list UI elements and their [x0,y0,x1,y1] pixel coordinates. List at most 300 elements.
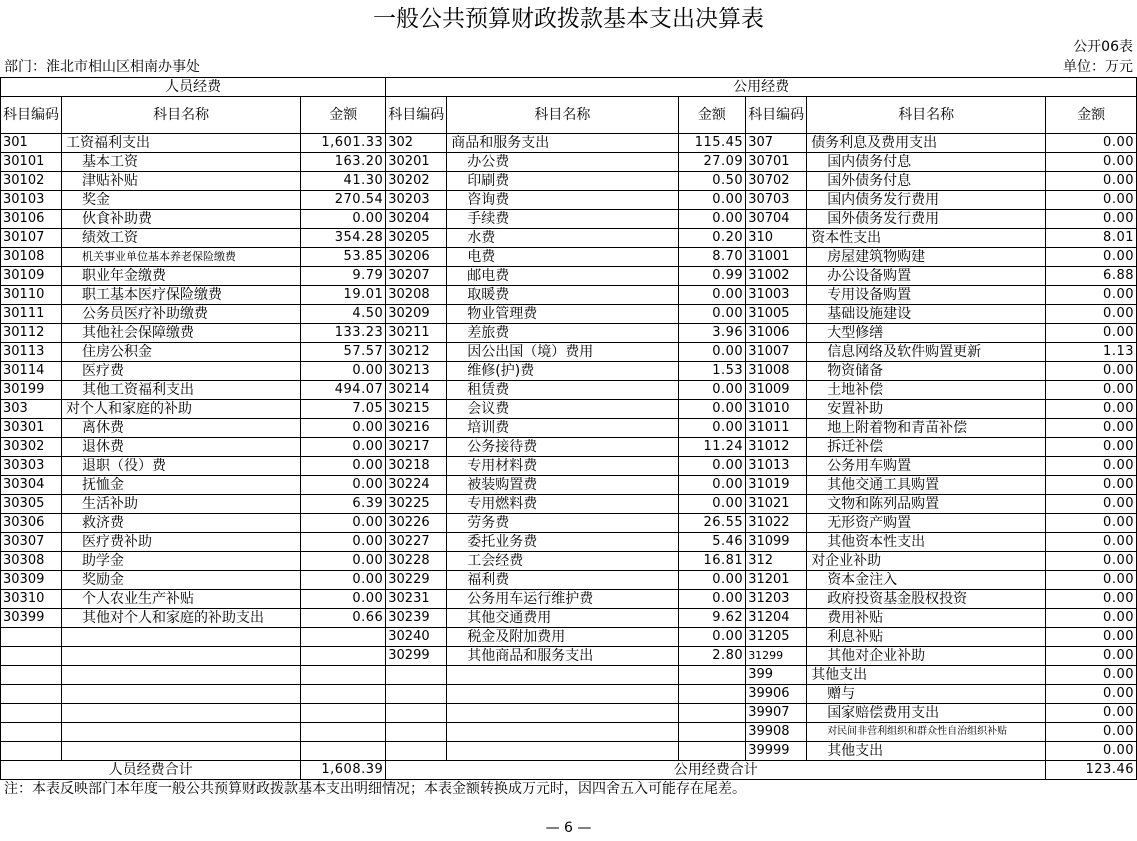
row-amount: 0.00 [1046,571,1137,590]
row-amount: 0.00 [301,571,386,590]
row-code [386,666,447,685]
row-code: 30213 [386,362,447,381]
row-code: 30302 [1,438,62,457]
row-code: 30702 [746,172,807,191]
row-name: 其他对个人和家庭的补助支出 [62,609,301,628]
row-amount: 6.39 [301,495,386,514]
row-code [386,704,447,723]
row-name: 培训费 [447,419,678,438]
row-amount: 0.00 [301,457,386,476]
row-code: 30215 [386,400,447,419]
row-amount: 0.00 [678,495,746,514]
row-code: 30208 [386,286,447,305]
row-code: 30701 [746,153,807,172]
row-code [1,742,62,761]
row-name: 个人农业生产补贴 [62,590,301,609]
col-name-header: 科目名称 [62,97,301,134]
row-amount: 0.00 [1046,248,1137,267]
table-row [1,704,1137,723]
row-name: 维修(护)费 [447,362,678,381]
row-name: 印刷费 [447,172,678,191]
row-amount: 0.00 [1046,305,1137,324]
row-name: 取暖费 [447,286,678,305]
row-name: 专用燃料费 [447,495,678,514]
row-amount: 0.00 [301,210,386,229]
row-amount: 0.00 [1046,400,1137,419]
row-name: 商品和服务支出 [447,134,678,153]
row-amount [301,647,386,666]
row-amount [301,628,386,647]
row-code: 31022 [746,514,807,533]
table-row [1,552,1137,571]
row-name: 其他工资福利支出 [62,381,301,400]
row-name: 伙食补助费 [62,210,301,229]
row-name: 劳务费 [447,514,678,533]
total-public-label: 公用经费合计 [386,761,1046,780]
row-name [62,742,301,761]
row-name: 物业管理费 [447,305,678,324]
row-name: 国外债务发行费用 [807,210,1046,229]
table-row [1,267,1137,286]
row-amount: 0.00 [301,362,386,381]
col-code-header: 科目编码 [1,97,62,134]
row-amount: 0.20 [678,229,746,248]
row-name: 邮电费 [447,267,678,286]
row-name [62,685,301,704]
row-amount: 27.09 [678,153,746,172]
row-code: 30112 [1,324,62,343]
row-amount: 8.70 [678,248,746,267]
group-header-row [1,78,1137,97]
row-code: 31003 [746,286,807,305]
row-code: 301 [1,134,62,153]
row-code: 30304 [1,476,62,495]
row-code: 39999 [746,742,807,761]
row-code: 31005 [746,305,807,324]
row-amount: 0.00 [1046,324,1137,343]
row-amount: 8.01 [1046,229,1137,248]
row-name: 因公出国（境）费用 [447,343,678,362]
row-code: 31010 [746,400,807,419]
row-name: 其他资本性支出 [807,533,1046,552]
row-amount: 0.00 [678,210,746,229]
row-amount: 7.05 [301,400,386,419]
row-name: 公务用车购置 [807,457,1046,476]
row-amount: 0.00 [1046,286,1137,305]
col-amount-header: 金额 [678,97,746,134]
table-row [1,514,1137,533]
row-code: 31002 [746,267,807,286]
row-amount: 0.66 [301,609,386,628]
group-personnel: 人员经费 [1,78,386,97]
total-public-amount: 123.46 [1046,761,1137,780]
row-amount: 0.00 [1046,495,1137,514]
row-code: 30227 [386,533,447,552]
row-name: 公务员医疗补助缴费 [62,305,301,324]
col-code-header: 科目编码 [746,97,807,134]
row-code: 30240 [386,628,447,647]
row-name: 信息网络及软件购置更新 [807,343,1046,362]
row-name: 其他社会保障缴费 [62,324,301,343]
row-name: 办公设备购置 [807,267,1046,286]
row-code: 312 [746,552,807,571]
row-amount: 0.00 [678,628,746,647]
row-code: 31205 [746,628,807,647]
row-name: 债务利息及费用支出 [807,134,1046,153]
row-name: 物资储备 [807,362,1046,381]
row-code [1,704,62,723]
row-amount: 133.23 [301,324,386,343]
row-amount: 0.99 [678,267,746,286]
row-amount [301,742,386,761]
table-row [1,286,1137,305]
row-amount: 0.00 [678,419,746,438]
row-code: 30224 [386,476,447,495]
row-name: 资本金注入 [807,571,1046,590]
row-amount: 0.00 [1046,457,1137,476]
table-row [1,628,1137,647]
row-amount: 0.00 [678,457,746,476]
row-code: 30225 [386,495,447,514]
row-name: 安置补助 [807,400,1046,419]
row-name: 救济费 [62,514,301,533]
row-code: 30209 [386,305,447,324]
row-name: 文物和陈列品购置 [807,495,1046,514]
row-code [1,666,62,685]
row-name: 津贴补贴 [62,172,301,191]
row-amount: 0.00 [1046,647,1137,666]
row-amount: 0.00 [301,552,386,571]
row-name [62,704,301,723]
row-name [62,666,301,685]
row-name: 专用设备购置 [807,286,1046,305]
row-code: 30202 [386,172,447,191]
row-amount [301,723,386,742]
row-amount: 115.45 [678,134,746,153]
row-name: 其他交通工具购置 [807,476,1046,495]
table-row [1,305,1137,324]
row-code: 303 [1,400,62,419]
table-row [1,229,1137,248]
department-label: 部门：淮北市相山区相南办事处 [4,59,200,75]
row-code: 30703 [746,191,807,210]
row-name: 国家赔偿费用支出 [807,704,1046,723]
row-code: 31019 [746,476,807,495]
row-name: 奖金 [62,191,301,210]
row-amount: 0.00 [678,343,746,362]
row-code: 31012 [746,438,807,457]
row-code: 30214 [386,381,447,400]
row-name: 抚恤金 [62,476,301,495]
row-name: 其他支出 [807,742,1046,761]
row-code: 30226 [386,514,447,533]
table-row [1,438,1137,457]
row-name: 土地补偿 [807,381,1046,400]
row-code [386,742,447,761]
row-amount: 53.85 [301,248,386,267]
row-amount: 1.53 [678,362,746,381]
row-code: 30111 [1,305,62,324]
col-amount-header: 金额 [301,97,386,134]
row-amount: 4.50 [301,305,386,324]
row-code [1,647,62,666]
row-amount: 0.00 [1046,438,1137,457]
row-code: 30231 [386,590,447,609]
row-amount [678,742,746,761]
row-amount: 3.96 [678,324,746,343]
row-code: 307 [746,134,807,153]
row-name: 福利费 [447,571,678,590]
row-amount: 0.00 [1046,723,1137,742]
row-name [447,723,678,742]
row-name: 委托业务费 [447,533,678,552]
row-code: 30301 [1,419,62,438]
row-amount: 0.00 [678,286,746,305]
row-code: 30212 [386,343,447,362]
row-name: 绩效工资 [62,229,301,248]
row-name: 租赁费 [447,381,678,400]
row-amount: 0.00 [1046,590,1137,609]
row-amount [678,723,746,742]
row-name: 咨询费 [447,191,678,210]
row-name: 其他交通费用 [447,609,678,628]
row-code: 31021 [746,495,807,514]
row-amount: 0.00 [1046,552,1137,571]
row-amount: 19.01 [301,286,386,305]
row-name: 电费 [447,248,678,267]
row-name: 工会经费 [447,552,678,571]
row-code: 30199 [1,381,62,400]
row-amount: 0.00 [301,476,386,495]
row-amount: 0.00 [1046,704,1137,723]
row-name: 医疗费补助 [62,533,301,552]
row-code: 30218 [386,457,447,476]
row-amount: 9.62 [678,609,746,628]
row-amount [301,666,386,685]
row-code: 30107 [1,229,62,248]
row-code: 31299 [746,647,807,666]
table-row [1,609,1137,628]
row-code: 39906 [746,685,807,704]
row-name: 退休费 [62,438,301,457]
row-amount: 11.24 [678,438,746,457]
table-row [1,571,1137,590]
table-row [1,210,1137,229]
row-name [447,666,678,685]
total-personnel-label: 人员经费合计 [1,761,301,780]
row-code: 399 [746,666,807,685]
row-amount: 0.00 [301,514,386,533]
table-row [1,381,1137,400]
row-code: 30308 [1,552,62,571]
row-code: 30305 [1,495,62,514]
row-amount: 0.00 [678,191,746,210]
column-header-row [1,97,1137,134]
row-amount: 270.54 [301,191,386,210]
row-amount: 0.00 [1046,609,1137,628]
row-amount: 0.50 [678,172,746,191]
table-row [1,153,1137,172]
row-amount: 0.00 [1046,628,1137,647]
form-number: 公开06表 [1073,39,1133,55]
row-name [62,628,301,647]
row-code: 39908 [746,723,807,742]
row-name: 差旅费 [447,324,678,343]
row-name: 对企业补助 [807,552,1046,571]
row-name: 政府投资基金股权投资 [807,590,1046,609]
row-name: 助学金 [62,552,301,571]
row-amount: 2.80 [678,647,746,666]
row-amount [678,704,746,723]
row-name: 手续费 [447,210,678,229]
row-code: 30229 [386,571,447,590]
row-name: 大型修缮 [807,324,1046,343]
table-row [1,362,1137,381]
row-amount: 0.00 [1046,191,1137,210]
totals-row [1,761,1137,780]
row-amount: 0.00 [1046,666,1137,685]
row-name [447,704,678,723]
table-row [1,400,1137,419]
row-code: 31001 [746,248,807,267]
row-code: 30110 [1,286,62,305]
row-name: 对个人和家庭的补助 [62,400,301,419]
row-name: 工资福利支出 [62,134,301,153]
row-amount: 57.57 [301,343,386,362]
row-code: 30228 [386,552,447,571]
row-amount: 0.00 [678,400,746,419]
row-amount: 494.07 [301,381,386,400]
row-code: 31013 [746,457,807,476]
row-code: 31007 [746,343,807,362]
row-code [386,685,447,704]
row-name: 职业年金缴费 [62,267,301,286]
row-name [447,742,678,761]
row-amount: 0.00 [1046,419,1137,438]
row-name: 赠与 [807,685,1046,704]
table-row [1,191,1137,210]
row-code: 30106 [1,210,62,229]
table-row [1,742,1137,761]
row-amount: 0.00 [1046,476,1137,495]
table-row [1,685,1137,704]
row-code: 30399 [1,609,62,628]
row-name: 医疗费 [62,362,301,381]
row-name: 离休费 [62,419,301,438]
table-row [1,324,1137,343]
row-name: 资本性支出 [807,229,1046,248]
row-code [1,628,62,647]
row-amount: 0.00 [301,533,386,552]
col-name-header: 科目名称 [807,97,1046,134]
row-amount: 0.00 [1046,210,1137,229]
row-code: 30205 [386,229,447,248]
row-name: 国外债务付息 [807,172,1046,191]
row-amount: 0.00 [1046,362,1137,381]
row-amount [301,704,386,723]
col-code-header: 科目编码 [386,97,447,134]
row-name: 基本工资 [62,153,301,172]
expenditure-table [0,77,1137,780]
row-code: 30203 [386,191,447,210]
row-amount: 0.00 [678,381,746,400]
row-amount: 6.88 [1046,267,1137,286]
row-amount: 1.13 [1046,343,1137,362]
row-name: 水费 [447,229,678,248]
row-name: 奖励金 [62,571,301,590]
total-personnel-amount: 1,608.39 [301,761,386,780]
row-name: 公务用车运行维护费 [447,590,678,609]
row-name [62,723,301,742]
row-amount: 0.00 [1046,514,1137,533]
row-code: 30307 [1,533,62,552]
row-name: 其他对企业补助 [807,647,1046,666]
row-name: 退职（役）费 [62,457,301,476]
row-code: 30306 [1,514,62,533]
row-code: 30704 [746,210,807,229]
row-code: 30299 [386,647,447,666]
row-amount [678,685,746,704]
row-name: 专用材料费 [447,457,678,476]
row-name: 拆迁补偿 [807,438,1046,457]
table-row [1,134,1137,153]
table-row [1,172,1137,191]
row-name: 利息补贴 [807,628,1046,647]
row-code: 30310 [1,590,62,609]
row-name: 其他商品和服务支出 [447,647,678,666]
row-amount: 26.55 [678,514,746,533]
table-row [1,476,1137,495]
row-code [1,723,62,742]
row-name: 机关事业单位基本养老保险缴费 [62,248,301,267]
row-code: 30108 [1,248,62,267]
row-name: 税金及附加费用 [447,628,678,647]
row-amount: 0.00 [1046,742,1137,761]
row-name: 房屋建筑物购建 [807,248,1046,267]
row-code: 30113 [1,343,62,362]
row-name: 住房公积金 [62,343,301,362]
table-row [1,666,1137,685]
row-code: 30207 [386,267,447,286]
row-name: 公务接待费 [447,438,678,457]
table-row [1,343,1137,362]
row-code: 30216 [386,419,447,438]
row-code: 302 [386,134,447,153]
row-name: 地上附着物和青苗补偿 [807,419,1046,438]
row-code: 30102 [1,172,62,191]
row-code: 310 [746,229,807,248]
row-amount: 1,601.33 [301,134,386,153]
table-row [1,533,1137,552]
row-name: 生活补助 [62,495,301,514]
row-amount: 0.00 [1046,685,1137,704]
row-name: 基础设施建设 [807,305,1046,324]
table-row [1,647,1137,666]
row-code: 30109 [1,267,62,286]
row-code: 30303 [1,457,62,476]
row-amount: 0.00 [1046,153,1137,172]
row-name [62,647,301,666]
page-title: 一般公共预算财政拨款基本支出决算表 [373,6,764,32]
row-code: 31203 [746,590,807,609]
row-code: 30101 [1,153,62,172]
table-row [1,495,1137,514]
row-amount [301,685,386,704]
row-amount: 0.00 [301,438,386,457]
row-amount: 9.79 [301,267,386,286]
table-row [1,419,1137,438]
row-code: 30204 [386,210,447,229]
